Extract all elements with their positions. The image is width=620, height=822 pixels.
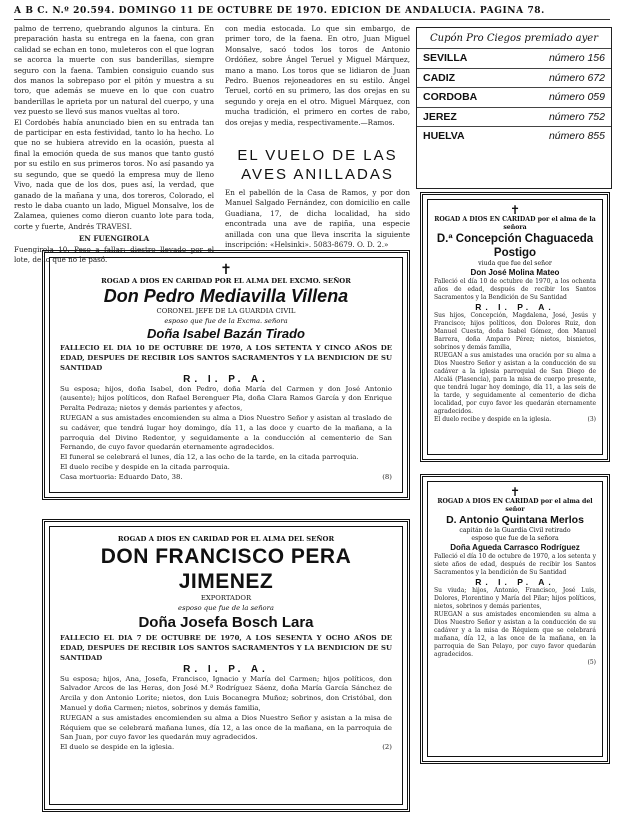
lottery-number: número 855 — [548, 130, 605, 143]
left-column-text: Fuengirola 10. Peso a fallar: diestro llevado por el lote, de lo que no le pasó. — [14, 244, 214, 264]
notice-ref: (8) — [382, 472, 392, 481]
left-column-text: El Cordobés había anunciado bien en su entrada tan de participar en esta festividad, tanto lo ha hecho. Lo que no se hubiera atrevido en la ocasión, puesta al final la emoción queda de sus manos que tanto gustó por su estilo en sus primeros toros. No así pasando ya su segundo, que se quedó la empresa muy de lleno Vivo, nada que de los dos, pues así, la verdad, que ganado de la mañana y una, dos toreros, Colorado, el resto le daba cuanto un lado, Miguel Monsalve, los de Zalamea, quienes como dieron cuanto lote para toda, corte y fuerte, Andrés TRAVESI. — [14, 117, 214, 231]
left-column — [14, 24, 214, 264]
notice-rank: CORONEL JEFE DE LA GUARDIA CIVIL — [156, 307, 296, 316]
article — [225, 146, 410, 250]
lottery-city: HUELVA — [423, 130, 465, 143]
notice-wife-intro: esposo que fue de la señora — [178, 603, 274, 612]
notice-ref: (5) — [587, 659, 596, 666]
article-title: AVES ANILLADAS — [241, 166, 394, 183]
notice-request: RUEGAN a sus amistades encomienden su alma a Dios Nuestro Señor y asistan a la conducción de su cadáver y a la misa de Réquiem que se celebrará mañana, día 12, a las once de la mañana, en la parroquia de San Pelayo, por cuyo favor quedarán agradecidos. — [434, 611, 596, 658]
notice-rank: capitán de la Guardia Civil retirado — [459, 527, 571, 534]
notice-duel: El duelo recibe y despide en la iglesia. — [434, 416, 552, 423]
notice-wife-intro: esposo que fue de la Excma. señora — [164, 316, 288, 325]
notice-lead: ROGAD A DIOS EN CARIDAD por el alma del señor — [437, 498, 593, 513]
cross-icon: ✝ — [509, 203, 521, 217]
mid-column — [225, 24, 410, 136]
obituary-pera — [42, 519, 410, 812]
lottery-city: SEVILLA — [423, 52, 468, 65]
notice-wife: Doña Agueda Carrasco Rodríguez — [450, 543, 580, 552]
lottery-number: número 156 — [548, 52, 605, 65]
notice-duel: El duelo recibe y despide en la citada parroquia. — [60, 462, 230, 471]
lottery-number: número 672 — [548, 71, 605, 84]
notice-death: Falleció el día 10 de octubre de 1970, a los ochenta años de edad, después de recibir los Santos Sacramentos y la Bendición de Su Santidad — [434, 278, 596, 301]
lottery-box — [416, 27, 612, 189]
notice-ref: (2) — [382, 743, 392, 752]
header-rule — [14, 19, 610, 20]
notice-funeral: El funeral se celebrará el lunes, día 12, a las ocho de la tarde, en la citada parroquia. — [60, 453, 359, 462]
notice-duel: El duelo se despide en la iglesia. — [60, 743, 175, 752]
rip-line: R. I. P. A. — [183, 663, 269, 675]
notice-lead: ROGAD A DIOS EN CARIDAD POR EL ALMA DEL SEÑOR — [117, 535, 335, 543]
notice-name: DON FRANCISCO PERA JIMENEZ — [100, 545, 352, 594]
cross-icon: ✝ — [509, 485, 521, 499]
notice-family: Su viuda; hijos, Antonio, Francisco, José Luis, Dolores, Florentino y María del Pilar; hijos políticos, nietos, sobrinos y demás parientes, — [434, 587, 596, 610]
lottery-city: JEREZ — [423, 110, 457, 123]
lottery-title: Cupón Pro Ciegos premiado ayer — [430, 33, 598, 44]
notice-lead: ROGAD A DIOS EN CARIDAD por el alma de la señora — [434, 216, 596, 231]
notice-ref: (3) — [587, 416, 596, 423]
obituary-mediavilla — [42, 250, 410, 500]
rip-line: R. I. P. A. — [475, 302, 555, 312]
notice-rank: EXPORTADOR — [200, 594, 252, 603]
article-body: En el pabellón de la Casa de Ramos, y por don Manuel Salgado Fernández, con domicilio en calle Guadiana, 17, de dicha localidad, ha sido encontrada una ave de rapiña, una especie anillada con una que lleva inscrita la siguiente inscripción: «Helsinki». 5083-8679. O. D. 2.» — [225, 188, 410, 250]
page-header: A B C. N.º 20.594. DOMINGO 11 DE OCTUBRE DE 1970. EDICION DE ANDALUCIA. PAGINA 78. — [14, 6, 545, 16]
article-title: EL VUELO DE LAS — [237, 147, 398, 164]
notice-name: Don Pedro Mediavilla Villena — [103, 286, 349, 307]
notice-name: D.ª Concepción Chaguaceda Postigo — [436, 233, 594, 259]
notice-wife-intro: viuda que fue del señor — [478, 260, 552, 267]
rip-line: R. I. P. A. — [183, 373, 269, 385]
notice-family: Su esposa; hijos, Ana, Josefa, Francisco, Ignacio y María del Carmen; hijos políticos, don Salvador Arcos de las Heras, don José M.ª Rodríguez Sáenz, doña María García Sánchez de Arcila y don Antonio Lorite; nietos, don Luis Bocanegra Muñoz; sobrinos, don Cristóbal, don Manuel y doña Carmen; nietos, sobrinos y demás familia, — [60, 674, 392, 712]
lottery-city: CORDOBA — [423, 91, 478, 104]
notice-address: Casa mortuoria: Eduardo Dato, 38. — [60, 472, 183, 481]
notice-wife: Doña Josefa Bosch Lara — [138, 614, 314, 632]
obituary-quintana — [420, 474, 610, 764]
lottery-number: número 752 — [548, 110, 605, 123]
cross-icon: ✝ — [220, 262, 232, 278]
notice-death: Falleció el día 10 de octubre de 1970, a los setenta y siete años de edad, después de recibir los Santos Sacramentos y la bendición de Su Santidad — [434, 553, 596, 576]
lottery-number: número 059 — [548, 91, 605, 104]
section-heading: EN FUENGIROLA — [78, 234, 150, 244]
lottery-city: CADIZ — [423, 71, 456, 84]
obituary-chaguaceda — [420, 192, 610, 462]
notice-wife-intro: esposo que fue de la señora — [471, 535, 559, 542]
notice-death: FALLECIO EL DIA 7 DE OCTUBRE DE 1970, A LOS SESENTA Y OCHO AÑOS DE EDAD, DESPUES DE RECIBIR LOS SANTOS SACRAMENTOS Y LA BENDICION DE SU SANTIDAD — [60, 634, 392, 662]
notice-family: Su esposa; hijos, doña Isabel, don Pedro, doña María del Carmen y don José Antonio (ausente); hijos políticos, don Rafael Berenguer Pla, doña Clara Ramos García y don Enrique Peralta Pedraza; nietos y demás parientes y afectos, — [60, 384, 392, 413]
notice-family: Sus hijos, Concepción, Magdalena, José, Jesús y Francisco; hijos políticos, don Dolores Ruiz, don Manuel Cuesta, doña Isabel Gómez, don Manuel Barrera, doña Amparo Pérez; nietos, bisnietos, sobrinos y demás familia, — [434, 312, 596, 351]
notice-request: RUEGAN a sus amistades una oración por su alma a Dios Nuestro Señor y asistan a la conducción de su cadáver a la iglesia parroquial de San Diego de Alcalá (Plasencia), para la misa de cuerpo presente, que tendrá lugar hoy domingo, día 11, a las seis de la tarde, y seguidamente al cementerio de dicha localidad, por cuyo favor les quedarán eternamente agradecidos. — [434, 352, 596, 415]
notice-wife: Don José Molina Mateo — [470, 268, 560, 277]
notice-request: RUEGAN a sus amistades encomienden su alma a Dios Nuestro Señor y asistan al traslado de su cadáver, que tendrá lugar hoy domingo, día 11, a las doce y cuarto de la mañana, a la parroquia del Divino Redentor, y seguidamente a la conducción al cementerio de San Fernando, de cuyo favor quedarán eternamente agradecidos. — [60, 414, 392, 452]
notice-request: RUEGAN a sus amistades encomienden su alma a Dios Nuestro Señor y asistan a la misa de Réquiem que se celebrará mañana lunes, día 12, a las once de la mañana, en la parroquia de San Juan, por cuyo favor les quedarán muy agradecidos. — [60, 713, 392, 742]
rip-line: R. I. P. A. — [475, 577, 555, 587]
notice-lead: ROGAD A DIOS EN CARIDAD POR EL ALMA DEL EXCMO. SEÑOR — [101, 277, 351, 285]
notice-name: D. Antonio Quintana Merlos — [446, 514, 584, 526]
notice-wife: Doña Isabel Bazán Tirado — [147, 326, 305, 342]
mid-column-text: con media estocada. Lo que sin embargo, de primer toro, de la faena. En otro, Juan Miguel Monsalve, sacó todos los toros de Antonio Ordóñez, sobre Ángel Teruel y Miguel Márquez, mano a mano. Los toros que se lidiaron de Juan Pedro. Buenos rejoneadores en su estilo. Ángel Teruel, cortó en su primero, las dos orejas en su segundo y oreja en el otro. Miguel Márquez, con mucha tradición, el primero en cortes de rabo, dos orejas y media, respectivamente.—Ramos. — [225, 24, 410, 127]
notice-death: FALLECIO EL DIA 10 DE OCTUBRE DE 1970, A LOS SETENTA Y CINCO AÑOS DE EDAD, DESPUES DE RECIBIR LOS SANTOS SACRAMENTOS Y LA BENDICION DE SU SANTIDAD — [60, 344, 392, 372]
left-column-text: palmo de terreno, quebrando algunos la cintura. En preparación hasta su entrega en la faena, con gran calidad se echan en tono, muleteros con el que logran se acorca la muerte con sus banderillas, siempre seguro con la faena. Tambien consiguio cuando sus dos manos la sobrepaso por el pitón y muestra a su toro, que además se mueve en lo que con cuatro banderillas le aprieta por un natural del cuerpo, y una vez puesto se llevó sus manos vueltas al toro. — [14, 24, 214, 117]
